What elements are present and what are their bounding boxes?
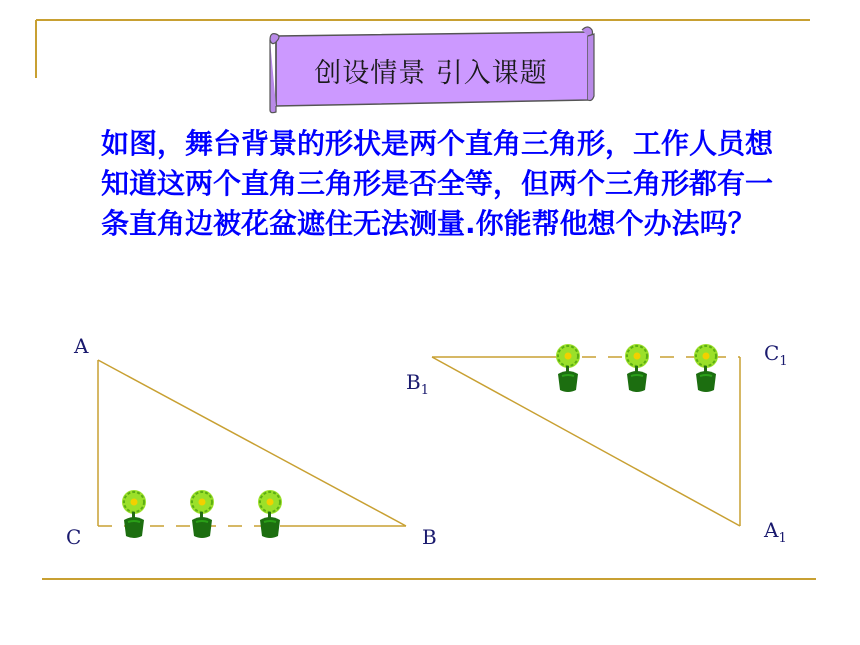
flowerpot-icon bbox=[114, 484, 156, 540]
flowerpot-icon bbox=[686, 338, 728, 394]
flowerpot-icon bbox=[617, 338, 659, 394]
vertex-label-a: A bbox=[74, 334, 89, 358]
vertex-label-a1: $A_1$ bbox=[764, 518, 787, 546]
vertex-label-c: C bbox=[66, 525, 82, 549]
problem-text: 如图，舞台背景的形状是两个直角三角形，工作人员想知道这两个直角三角形是否全等，但两个三角形都有一条直角边被花盆遮住无法测量.你能帮他想个办法吗？ bbox=[101, 127, 774, 240]
flowerpot-icon bbox=[182, 484, 224, 540]
flowerpot-icon bbox=[548, 338, 590, 394]
vertex-label-b1: $B_1$ bbox=[406, 370, 429, 398]
vertex-label-b: B bbox=[422, 525, 437, 549]
slide-title: 创设情景 引入课题 bbox=[314, 57, 548, 89]
flowerpot-icon bbox=[250, 484, 292, 540]
vertex-label-c1: $C_1$ bbox=[764, 341, 788, 369]
